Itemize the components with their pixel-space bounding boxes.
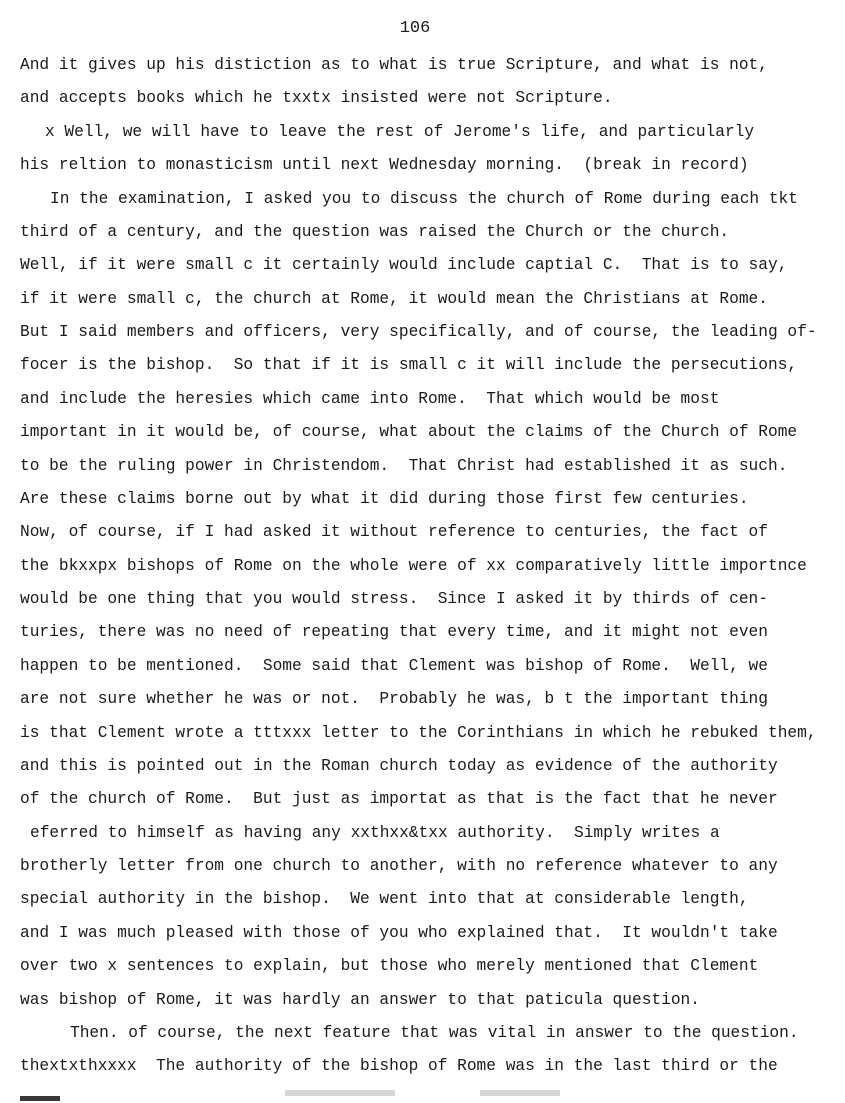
text-line: if it were small c, the church at Rome, it would mean the Christians at Rome.: [20, 290, 768, 308]
text-line: would be one thing that you would stress. Since I asked it by thirds of cen-: [20, 590, 768, 608]
text-line: and I was much pleased with those of you who explained that. It wouldn't take: [20, 924, 778, 942]
text-line: his reltion to monasticism until next Wednesday morning. (break in record): [20, 156, 749, 174]
text-line: of the church of Rome. But just as importat as that is the fact that he never: [20, 790, 778, 808]
text-line: important in it would be, of course, what about the claims of the Church of Rome: [20, 423, 798, 441]
text-line: thextxthxxxx The authority of the bishop of Rome was in the last third or the: [20, 1057, 778, 1075]
text-line: third of a century, and the question was raised the Church or the church.: [20, 223, 730, 241]
text-line: and this is pointed out in the Roman church today as evidence of the authority: [20, 757, 778, 775]
text-line: x Well, we will have to leave the rest of Jerome's life, and particularly: [45, 123, 755, 141]
text-line: and include the heresies which came into Rome. That which would be most: [20, 390, 720, 408]
text-line: But I said members and officers, very specifically, and of course, the leading of-: [20, 323, 817, 341]
scan-smudge: [480, 1090, 560, 1096]
text-line: Then. of course, the next feature that was vital in answer to the question.: [70, 1024, 799, 1042]
text-line: Well, if it were small c it certainly would include captial C. That is to say,: [20, 256, 788, 274]
text-line: over two x sentences to explain, but those who merely mentioned that Clement: [20, 957, 759, 975]
text-line: focer is the bishop. So that if it is small c it will include the persecutions,: [20, 356, 798, 374]
page-number: 106: [399, 19, 431, 38]
text-line: are not sure whether he was or not. Probably he was, b t the important thing: [20, 690, 768, 708]
text-line: and accepts books which he txxtx insisted were not Scripture.: [20, 89, 613, 107]
text-line: to be the ruling power in Christendom. That Christ had established it as such.: [20, 457, 788, 475]
text-line: turies, there was no need of repeating that every time, and it might not even: [20, 623, 768, 641]
text-line: was bishop of Rome, it was hardly an answer to that paticula question.: [20, 991, 700, 1009]
text-line: special authority in the bishop. We went into that at considerable length,: [20, 890, 749, 908]
text-line: Are these claims borne out by what it did during those first few centuries.: [20, 490, 749, 508]
text-line: the bkxxpx bishops of Rome on the whole were of xx comparatively little importnce: [20, 557, 807, 575]
text-line: eferred to himself as having any xxthxx&txx authority. Simply writes a: [30, 824, 720, 842]
scan-smudge: [285, 1090, 395, 1096]
text-line: In the examination, I asked you to discuss the church of Rome during each tkt: [50, 190, 798, 208]
text-line: happen to be mentioned. Some said that Clement was bishop of Rome. Well, we: [20, 657, 768, 675]
text-line: is that Clement wrote a tttxxx letter to the Corinthians in which he rebuked them,: [20, 724, 817, 742]
text-line: Now, of course, if I had asked it without reference to centuries, the fact of: [20, 523, 768, 541]
cut-off-text-fragment: [20, 1096, 60, 1101]
text-line: And it gives up his distiction as to what is true Scripture, and what is not,: [20, 56, 768, 74]
text-line: brotherly letter from one church to another, with no reference whatever to any: [20, 857, 778, 875]
